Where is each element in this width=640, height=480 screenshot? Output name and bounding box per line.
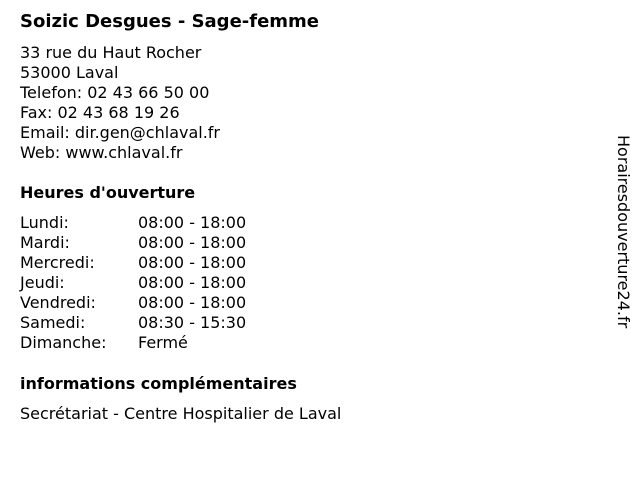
day-label: Mardi: xyxy=(20,233,70,252)
hours-row-monday xyxy=(20,213,246,233)
hours-row-friday xyxy=(20,293,246,313)
day-label: Dimanche: xyxy=(20,333,107,352)
day-label: Lundi: xyxy=(20,213,69,232)
hours-row-wednesday xyxy=(20,253,246,273)
time-range: 08:00 - 18:00 xyxy=(138,213,247,232)
watermark-text: Horairesdouverture24.fr xyxy=(614,135,633,329)
time-range: 08:00 - 18:00 xyxy=(138,273,247,292)
email-address: Email: dir.gen@chlaval.fr xyxy=(20,123,221,142)
hours-table xyxy=(20,213,246,353)
time-range: 08:00 - 18:00 xyxy=(138,293,247,312)
time-range: 08:00 - 18:00 xyxy=(138,233,247,252)
page-title: Soizic Desgues - Sage-femme xyxy=(20,11,320,32)
phone-number: Telefon: 02 43 66 50 00 xyxy=(20,83,210,102)
info-text: Secrétariat - Centre Hospitalier de Laval xyxy=(20,404,342,423)
hours-row-saturday xyxy=(20,313,246,333)
time-range: 08:00 - 18:00 xyxy=(138,253,247,272)
hours-row-tuesday xyxy=(20,233,246,253)
time-range: 08:30 - 15:30 xyxy=(138,313,247,332)
day-label: Vendredi: xyxy=(20,293,96,312)
day-label: Jeudi: xyxy=(20,273,65,292)
city-postal: 53000 Laval xyxy=(20,63,119,82)
day-label: Samedi: xyxy=(20,313,86,332)
hours-heading: Heures d'ouverture xyxy=(20,183,196,202)
hours-row-thursday xyxy=(20,273,246,293)
street-address: 33 rue du Haut Rocher xyxy=(20,43,202,62)
time-range: Fermé xyxy=(138,333,188,352)
hours-row-sunday xyxy=(20,333,246,353)
info-heading: informations complémentaires xyxy=(20,374,297,393)
day-label: Mercredi: xyxy=(20,253,95,272)
fax-number: Fax: 02 43 68 19 26 xyxy=(20,103,180,122)
address-block xyxy=(20,43,220,163)
website: Web: www.chlaval.fr xyxy=(20,143,183,162)
